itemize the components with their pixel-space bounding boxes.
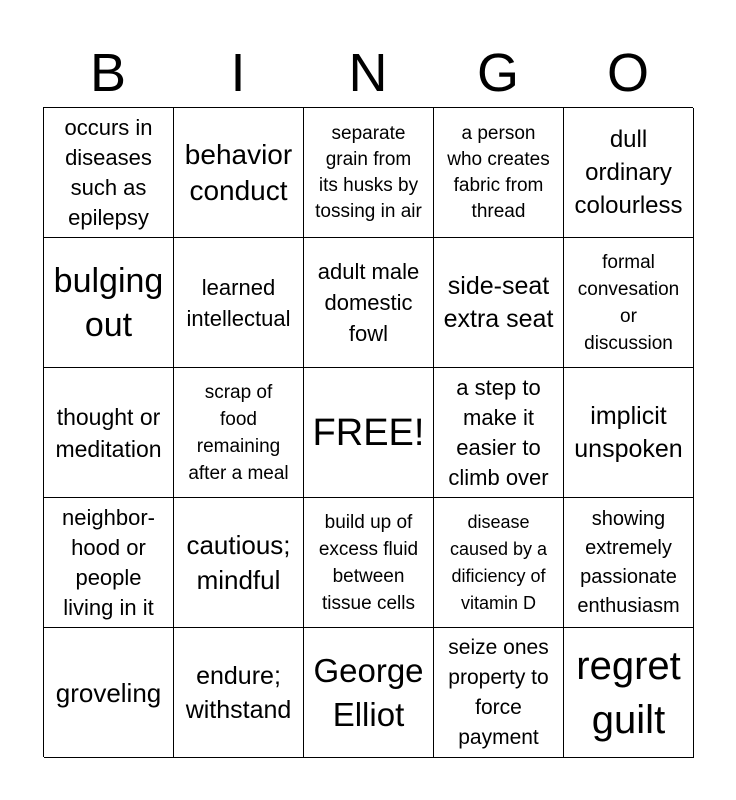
cell-text: implicit unspoken bbox=[574, 401, 683, 463]
bingo-header bbox=[43, 40, 693, 106]
bingo-cell[interactable] bbox=[564, 628, 694, 758]
bingo-cell[interactable] bbox=[434, 108, 564, 238]
cell-text: occurs in diseases such as epilepsy bbox=[64, 114, 153, 230]
bingo-cell[interactable] bbox=[44, 238, 174, 368]
cell-text: dull ordinary colourless bbox=[574, 126, 683, 219]
bingo-cell[interactable] bbox=[44, 108, 174, 238]
cell-text: separate grain from its husks by tossing in air bbox=[315, 122, 422, 222]
cell-text: bulging out bbox=[53, 261, 164, 344]
cell-text: FREE! bbox=[312, 411, 425, 454]
bingo-cell[interactable] bbox=[564, 498, 694, 628]
bingo-cell[interactable] bbox=[44, 628, 174, 758]
cell-text: neighbor- hood or people living in it bbox=[62, 504, 155, 620]
cell-text: regret guilt bbox=[576, 643, 681, 742]
cell-text: thought or meditation bbox=[55, 403, 162, 462]
bingo-cell[interactable] bbox=[564, 368, 694, 498]
cell-text: showing extremely passionate enthusiasm bbox=[577, 507, 680, 617]
header-letter-b: B bbox=[89, 43, 127, 103]
header-letter-o: O bbox=[606, 43, 649, 103]
bingo-cell[interactable] bbox=[174, 628, 304, 758]
cell-text: seize ones property to force payment bbox=[448, 635, 549, 749]
cell-text: cautious; mindful bbox=[186, 529, 291, 595]
bingo-cell[interactable] bbox=[174, 108, 304, 238]
bingo-cell[interactable] bbox=[304, 628, 434, 758]
cell-text: learned intellectual bbox=[186, 274, 291, 331]
cell-text: side-seat extra seat bbox=[443, 271, 554, 333]
bingo-cell[interactable] bbox=[434, 368, 564, 498]
header-letter-n: N bbox=[348, 43, 388, 103]
cell-text: endure; withstand bbox=[185, 661, 292, 724]
bingo-cell[interactable] bbox=[434, 238, 564, 368]
cell-text: a person who creates fabric from thread bbox=[447, 122, 550, 222]
bingo-cell[interactable] bbox=[564, 108, 694, 238]
bingo-cell[interactable] bbox=[44, 368, 174, 498]
cell-text: a step to make it easier to climb over bbox=[448, 374, 549, 490]
bingo-cell[interactable] bbox=[304, 108, 434, 238]
bingo-card-grid bbox=[43, 107, 693, 757]
cell-text: scrap of food remaining after a meal bbox=[188, 381, 289, 484]
bingo-cell[interactable] bbox=[564, 238, 694, 368]
bingo-cell[interactable] bbox=[174, 238, 304, 368]
cell-text: adult male domestic fowl bbox=[317, 259, 420, 346]
header-letter-i: I bbox=[230, 43, 246, 103]
cell-text: George Elliot bbox=[313, 651, 424, 733]
bingo-cell[interactable] bbox=[434, 498, 564, 628]
header-letter-g: G bbox=[476, 43, 519, 103]
cell-text: build up of excess fluid between tissue cells bbox=[318, 511, 419, 614]
cell-text: behavior conduct bbox=[184, 138, 293, 206]
free-space-cell[interactable] bbox=[304, 368, 434, 498]
cell-text: disease caused by a dificiency of vitamin D bbox=[449, 511, 548, 613]
bingo-cell[interactable] bbox=[174, 368, 304, 498]
cell-text: formal convesation or discussion bbox=[577, 251, 680, 354]
bingo-cell[interactable] bbox=[174, 498, 304, 628]
bingo-cell[interactable] bbox=[304, 498, 434, 628]
bingo-cell[interactable] bbox=[44, 498, 174, 628]
cell-text: groveling bbox=[55, 677, 162, 708]
bingo-cell[interactable] bbox=[304, 238, 434, 368]
bingo-cell[interactable] bbox=[434, 628, 564, 758]
